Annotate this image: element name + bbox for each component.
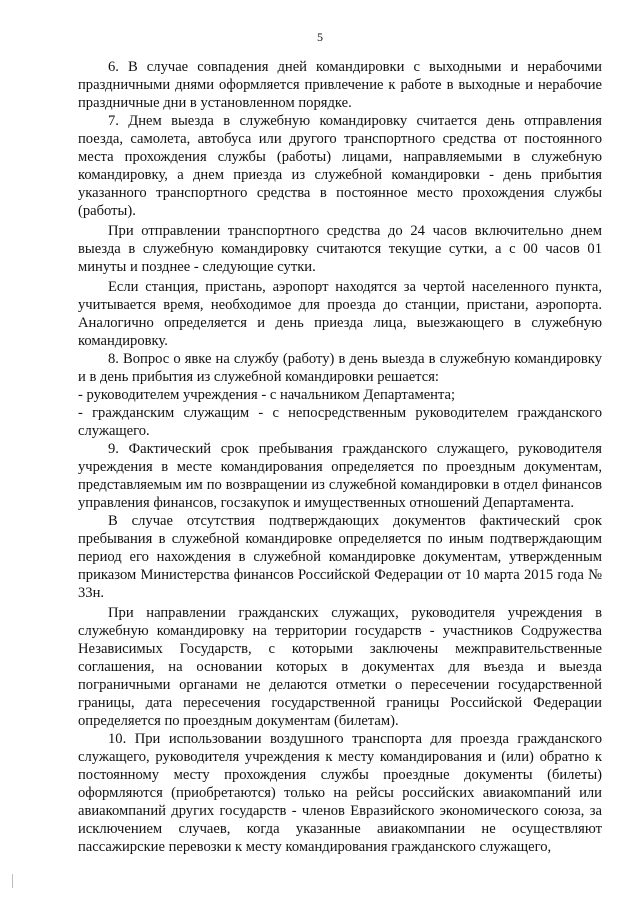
paragraph-6: 6. В случае совпадения дней командировки с выходными и нерабочими праздничными днями оформляется привлечение к работе в выходные и нерабочие праздничные дни в установленном порядке.	[78, 59, 602, 111]
paragraph-no-documents: В случае отсутствия подтверждающих документов фактический срок пребывания в служебной командировке определяется по иным подтверждающим период его нахождения в служебной командировке документам, утвержденным приказом Министерства финансов Российской Федерации от 10 марта 2015 года № 33н.	[78, 513, 602, 601]
paragraph-8: 8. Вопрос о явке на службу (работу) в день выезда в служебную командировку и в день прибытия из служебной командировки решается:	[78, 351, 602, 385]
scan-fold-mark	[12, 874, 13, 888]
paragraph-9: 9. Фактический срок пребывания гражданского служащего, руководителя учреждения в месте командирования определяется по проездным документам, представляемым им по возвращении из служебной командировки в отдел финансов управления финансов, госзакупок и имущественных отношений Департамента.	[78, 441, 602, 511]
paragraph-10: 10. При использовании воздушного транспорта для проезда гражданского служащего, руководителя учреждения к месту командирования и (или) обратно к постоянному месту прохождения службы проездные документы (билеты) оформляются (приобретаются) только на рейсы российских авиакомпаний или авиакомпаний других государств - членов Евразийского экономического союза, за исключением случаев, когда указанные авиакомпании не осуществляют пассажирские перевозки к месту командирования гражданского служащего,	[78, 731, 602, 855]
document-body	[78, 58, 602, 856]
paragraph-7: 7. Днем выезда в служебную командировку считается день отправления поезда, самолета, автобуса или другого транспортного средства от постоянного места прохождения службы (работы) лицами, направляемыми в служебную командировку, а днем приезда из служебной командировки - день прибытия указанного транспортного средства в постоянное место прохождения службы (работы).	[78, 113, 602, 219]
list-item-head-of-institution: - руководителем учреждения - с начальником Департамента;	[78, 387, 456, 403]
paragraph-departure-time: При отправлении транспортного средства до 24 часов включительно днем выезда в служебную командировку считаются текущие сутки, а с 00 часов 01 минуты и позднее - следующие сутки.	[78, 223, 602, 275]
paragraph-station-outside: Если станция, пристань, аэропорт находятся за чертой населенного пункта, учитывается время, необходимое для проезда до станции, пристани, аэропорта. Аналогично определяется и день приезда лица, выезжающего в служебную командировку.	[78, 279, 602, 349]
page-number: 5	[317, 30, 323, 44]
list-item-civil-servant: - гражданским служащим - с непосредственным руководителем гражданского служащего.	[78, 405, 602, 439]
paragraph-cis-travel: При направлении гражданских служащих, руководителя учреждения в служебную командировку на территории государств - участников Содружества Независимых Государств, с которыми заключены межправительственные соглашения, на основании которых в документах для въезда и выезда пограничными органами не делаются отметки о пересечении государственной границы, дата пересечения государственной границы Российской Федерации определяется по проездным документам (билетам).	[78, 605, 602, 729]
